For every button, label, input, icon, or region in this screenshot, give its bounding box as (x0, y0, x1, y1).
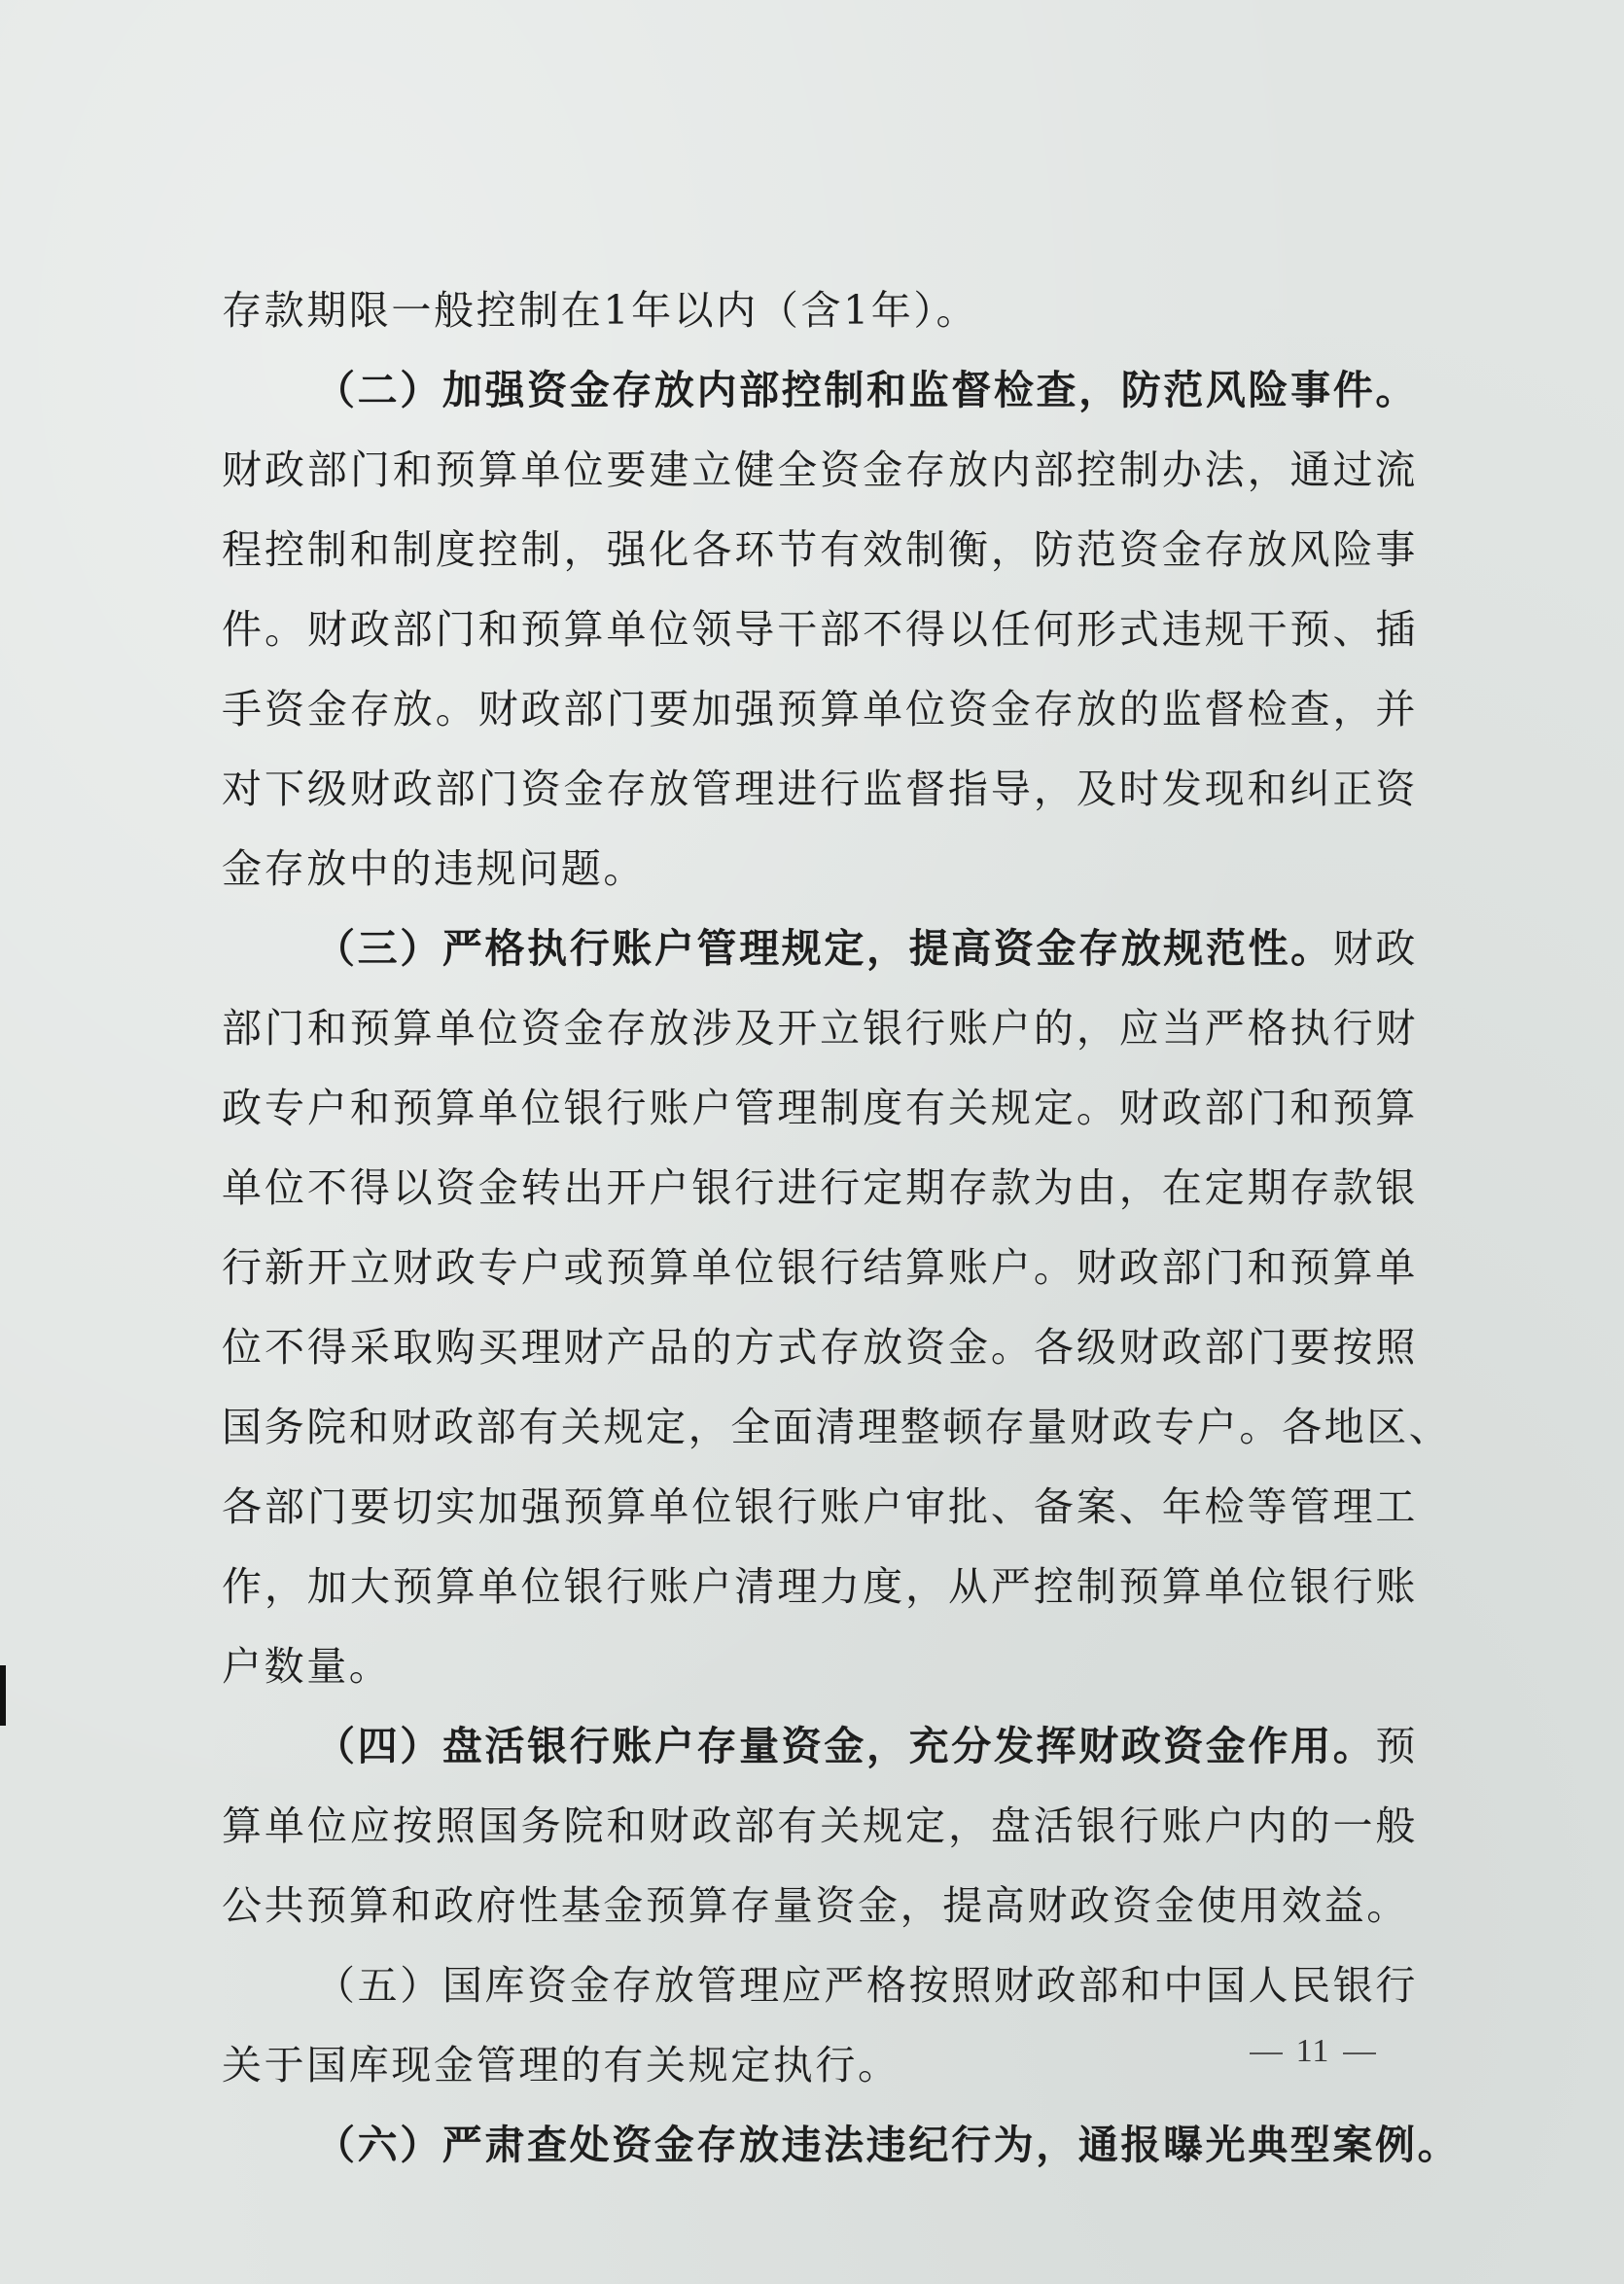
line-text: 对下级财政部门资金存放管理进行监督指导，及时发现和纠正资 (222, 766, 1418, 812)
line-text: 作，加大预算单位银行账户清理力度，从严控制预算单位银行账 (222, 1563, 1418, 1610)
text-line (222, 1626, 1418, 1706)
line-text: 国务院和财政部有关规定，全面清理整顿存量财政专户。各地区、 (222, 1404, 1452, 1450)
text-line (222, 909, 1418, 988)
line-text: （五）国库资金存放管理应严格按照财政部和中国人民银行 (315, 1962, 1418, 2009)
page-number-dash-right (1343, 2052, 1376, 2054)
text-line (222, 270, 1418, 350)
document-body (222, 270, 1461, 2185)
section-heading: （二）加强资金存放内部控制和监督检查，防范风险事件。 (315, 367, 1418, 413)
paragraph (222, 1945, 1418, 2105)
line-text: 公共预算和政府性基金预算存量资金，提高财政资金使用效益。 (222, 1882, 1409, 1929)
text-line (222, 1786, 1418, 1866)
section-heading: （三）严格执行账户管理规定，提高资金存放规范性。 (315, 925, 1333, 972)
text-line (222, 1945, 1418, 2025)
line-text: 位不得采取购买理财产品的方式存放资金。各级财政部门要按照 (222, 1324, 1418, 1371)
text-line (222, 669, 1418, 749)
line-text: 金存放中的违规问题。 (222, 845, 646, 892)
page-number-value: 11 (1295, 2033, 1330, 2069)
text-line (222, 510, 1418, 589)
line-text: 单位不得以资金转出开户银行进行定期存款为由，在定期存款银 (222, 1164, 1418, 1211)
page-number-dash-left (1250, 2052, 1283, 2054)
line-text: 预 (1375, 1723, 1418, 1769)
text-line (222, 1228, 1418, 1307)
line-text: 手资金存放。财政部门要加强预算单位资金存放的监督检查，并 (222, 686, 1418, 732)
paragraph (222, 1706, 1418, 1945)
text-line (222, 430, 1418, 510)
line-text: 户数量。 (222, 1643, 392, 1690)
line-text: 件。财政部门和预算单位领导干部不得以任何形式违规干预、插 (222, 606, 1418, 653)
text-line (222, 2105, 1461, 2185)
line-text: 程控制和制度控制，强化各环节有效制衡，防范资金存放风险事 (222, 526, 1418, 573)
section-heading: （四）盘活银行账户存量资金，充分发挥财政资金作用。 (315, 1723, 1376, 1769)
paragraph (222, 2105, 1461, 2185)
text-line (222, 350, 1418, 430)
line-text: 算单位应按照国务院和财政部有关规定，盘活银行账户内的一般 (222, 1802, 1418, 1849)
line-text: 财政部门和预算单位要建立健全资金存放内部控制办法，通过流 (222, 446, 1418, 493)
text-line (222, 1148, 1418, 1228)
text-line (222, 1547, 1418, 1626)
text-line (222, 749, 1418, 829)
paragraph (222, 909, 1452, 1706)
text-line (222, 1387, 1452, 1467)
text-line (222, 1706, 1418, 1786)
line-text: 关于国库现金管理的有关规定执行。 (222, 2042, 900, 2088)
text-line (222, 589, 1418, 669)
text-line (222, 1068, 1418, 1148)
text-line (222, 1866, 1418, 1945)
text-line (222, 829, 1418, 909)
line-text: 部门和预算单位资金存放涉及开立银行账户的，应当严格执行财 (222, 1005, 1418, 1052)
line-text: 财政 (1332, 925, 1418, 972)
scan-edge-mark (0, 1665, 6, 1726)
text-line (222, 1307, 1418, 1387)
line-text: 行新开立财政专户或预算单位银行结算账户。财政部门和预算单 (222, 1244, 1418, 1291)
paragraph (222, 270, 1418, 350)
text-line (222, 988, 1418, 1068)
text-line (222, 1467, 1418, 1547)
paragraph (222, 350, 1418, 909)
page-number (1196, 2033, 1430, 2070)
line-text: 存款期限一般控制在1年以内（含1年）。 (222, 287, 979, 334)
section-heading: （六）严肃查处资金存放违法违纪行为，通报曝光典型案例。 (315, 2122, 1461, 2168)
line-text: 政专户和预算单位银行账户管理制度有关规定。财政部门和预算 (222, 1085, 1418, 1131)
line-text: 各部门要切实加强预算单位银行账户审批、备案、年检等管理工 (222, 1483, 1418, 1530)
